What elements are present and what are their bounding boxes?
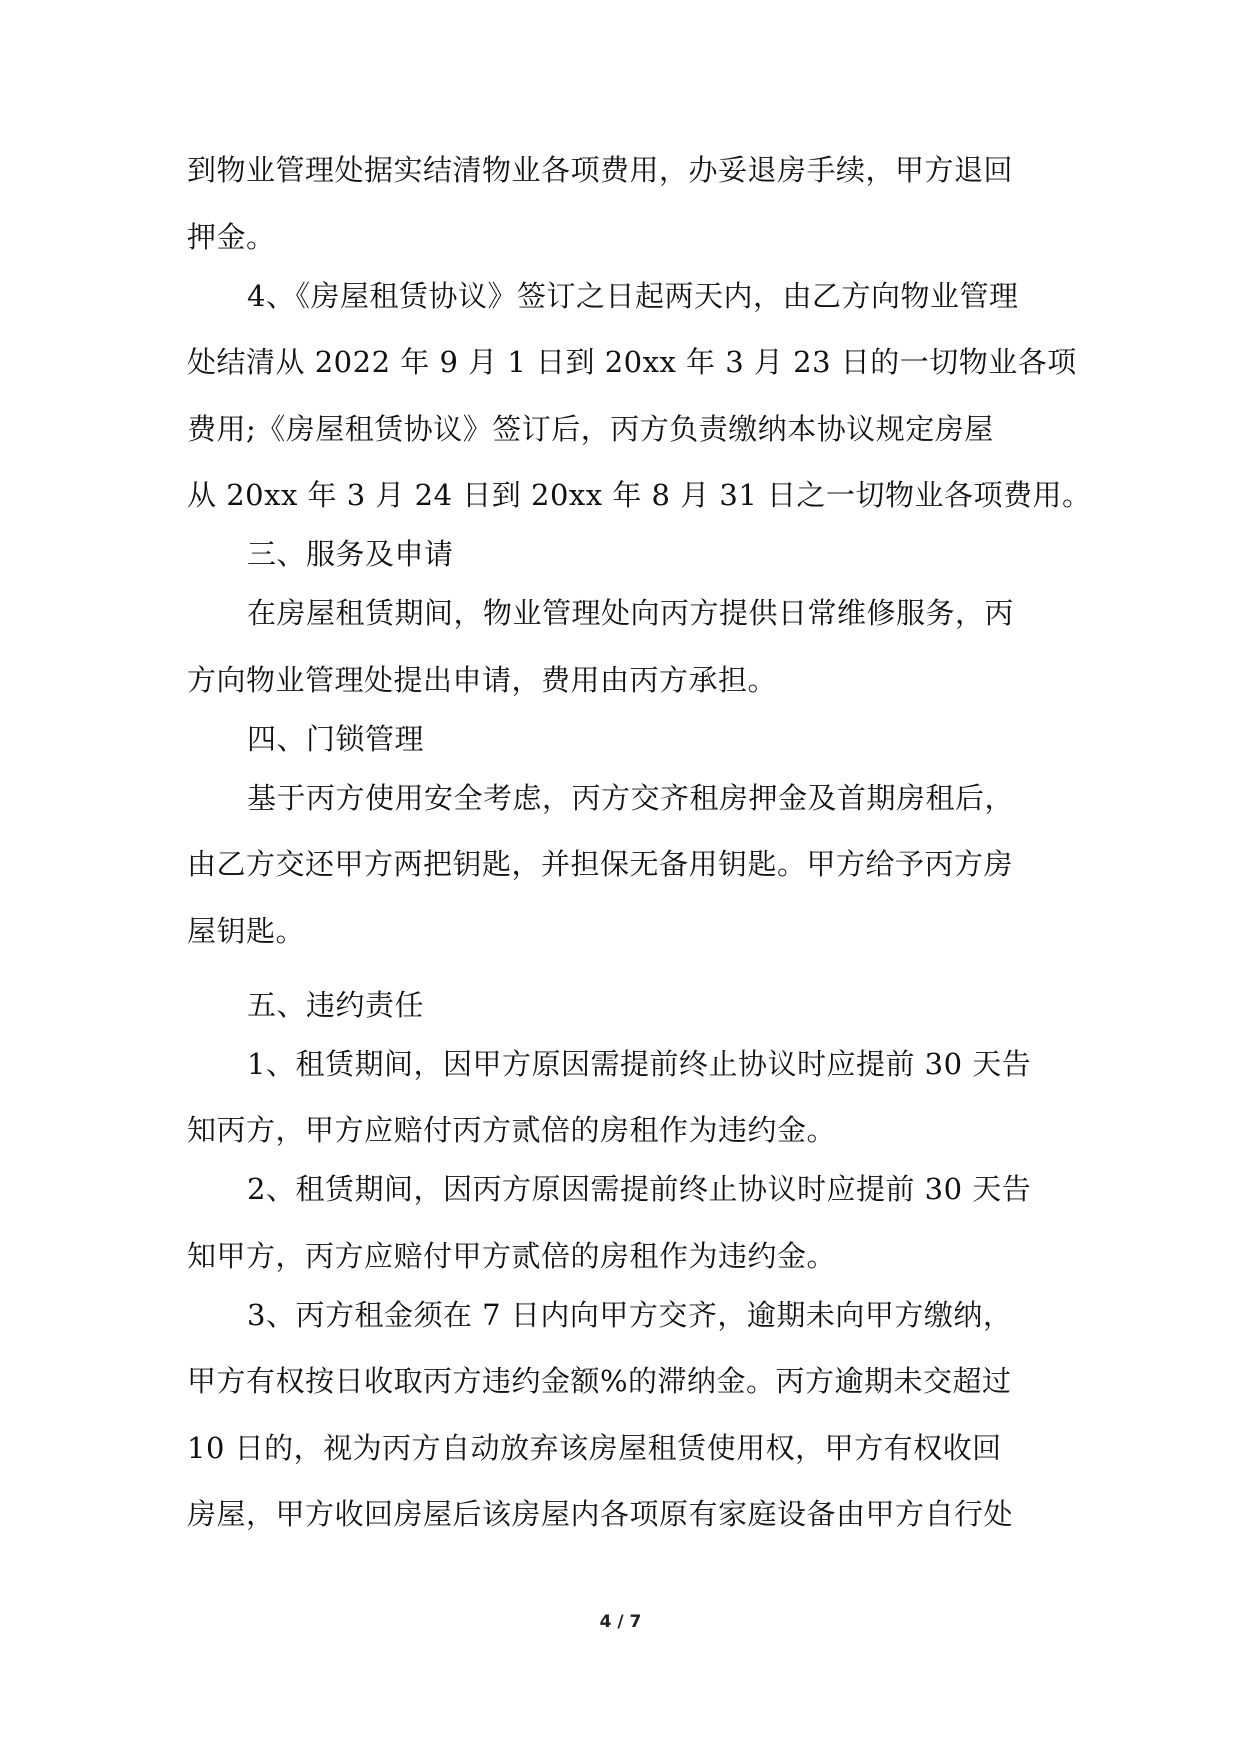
text-line: 1、租赁期间，因甲方原因需提前终止协议时应提前 30 天告 bbox=[247, 1046, 1032, 1081]
text-line: 4、《房屋租赁协议》签订之日起两天内，由乙方向物业管理 bbox=[247, 278, 1019, 313]
text-line: 知甲方，丙方应赔付甲方贰倍的房租作为违约金。 bbox=[187, 1238, 837, 1273]
section-heading: 五、违约责任 bbox=[247, 987, 425, 1022]
text-line: 屋钥匙。 bbox=[187, 913, 306, 948]
text-line: 甲方有权按日收取丙方违约金额%的滞纳金。丙方逾期未交超过 bbox=[187, 1364, 1012, 1398]
text-line: 在房屋租赁期间，物业管理处向丙方提供日常维修服务，丙 bbox=[247, 596, 1015, 630]
text-line: 到物业管理处据实结清物业各项费用，办妥退房手续，甲方退回 bbox=[187, 153, 1014, 187]
page-number: 4 / 7 bbox=[599, 1612, 642, 1632]
section-heading: 四、门锁管理 bbox=[247, 721, 425, 756]
section-heading: 三、服务及申请 bbox=[247, 537, 454, 571]
text-line: 知丙方，甲方应赔付丙方贰倍的房租作为违约金。 bbox=[187, 1113, 837, 1147]
text-line: 10 日的，视为丙方自动放弃该房屋租赁使用权，甲方有权收回 bbox=[187, 1430, 1002, 1465]
text-line: 押金。 bbox=[187, 219, 276, 254]
text-line: 3、丙方租金须在 7 日内向甲方交齐，逾期未向甲方缴纳， bbox=[247, 1297, 1013, 1332]
text-line: 方向物业管理处提出申请，费用由丙方承担。 bbox=[187, 662, 778, 697]
text-line: 基于丙方使用安全考虑，丙方交齐租房押金及首期房租后， bbox=[247, 780, 1015, 815]
text-line: 从 20xx 年 3 月 24 日到 20xx 年 8 月 31 日之一切物业各项费用。 bbox=[187, 478, 1092, 512]
text-line: 房屋，甲方收回房屋后该房屋内各项原有家庭设备由甲方自行处 bbox=[187, 1497, 1014, 1531]
text-line: 2、租赁期间，因丙方原因需提前终止协议时应提前 30 天告 bbox=[247, 1172, 1032, 1206]
text-line: 费用;《房屋租赁协议》签订后，丙方负责缴纳本协议规定房屋 bbox=[187, 411, 994, 446]
text-line: 处结清从 2022 年 9 月 1 日到 20xx 年 3 月 23 日的一切物业各项 bbox=[187, 345, 1077, 379]
text-line: 由乙方交还甲方两把钥匙，并担保无备用钥匙。甲方给予丙方房 bbox=[187, 847, 1014, 881]
document-body bbox=[187, 152, 1092, 1563]
